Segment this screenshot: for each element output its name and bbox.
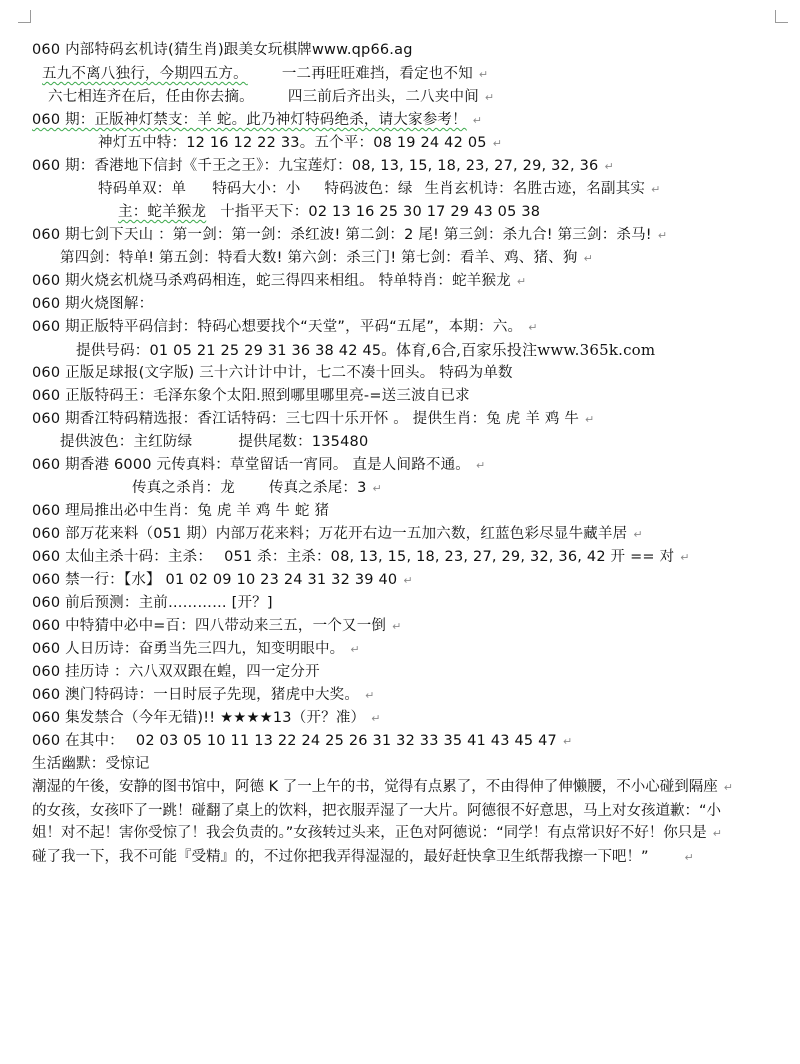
- paragraph-mark-icon: ↵: [723, 781, 733, 794]
- line-8: [118, 202, 540, 222]
- line-28: [32, 662, 320, 682]
- line-24: [32, 570, 413, 591]
- story-line: [32, 800, 744, 823]
- page-corner-marker-right: [775, 10, 788, 23]
- line-7: [98, 179, 661, 200]
- line-4: [32, 110, 482, 131]
- paragraph-mark-icon: ↵: [403, 574, 413, 587]
- paragraph-mark-icon: ↵: [350, 643, 360, 656]
- line-text: 060 澳门特码诗：一日时辰子先现，猪虎中大奖。: [32, 687, 360, 703]
- line-text: 060 挂历诗 ：六八双双跟在蝗，四一定分开: [32, 664, 320, 680]
- story-line: [32, 846, 744, 870]
- line-20: [132, 478, 382, 499]
- line-19: [32, 455, 485, 476]
- line-text: 060 人日历诗：奋勇当先三四九，知变明眼中。: [32, 641, 345, 657]
- line-text: 六七相连齐在后，任由你去摘。: [48, 89, 254, 105]
- line-30: [32, 708, 381, 729]
- paragraph-mark-icon: ↵: [492, 137, 503, 150]
- line-text: 060 期七剑下天山 ：第一剑：第一剑：杀红波! 第二剑：2 尾! 第三剑：杀九合! 第三剑：杀马!: [32, 227, 652, 243]
- paragraph-mark-icon: ↵: [684, 850, 694, 864]
- paragraph-mark-icon: ↵: [372, 482, 382, 495]
- paragraph-mark-icon: ↵: [476, 459, 486, 472]
- line-text: 提供波色：主红防绿: [60, 434, 193, 450]
- line-text: 060 禁一行：【水】 01 02 09 10 23 24 31 32 39 40: [32, 572, 398, 588]
- paragraph-mark-icon: ↵: [633, 528, 643, 541]
- line-15: [32, 363, 513, 383]
- story-line: [32, 776, 744, 800]
- line-text: 主：蛇羊猴龙: [118, 204, 207, 220]
- paragraph-mark-icon: ↵: [392, 620, 402, 633]
- line-22: [32, 524, 643, 545]
- line-text: 060 期：香港地下信封《千王之王》：九宝莲灯：08, 13, 15, 18, 23, 27, 29, 32, 36: [32, 158, 599, 174]
- line-text: 060 期火烧图解：: [32, 296, 154, 312]
- paragraph-mark-icon: ↵: [528, 321, 538, 334]
- line-text: 生活幽默：受惊记: [32, 756, 150, 772]
- line-text: 060 正版足球报(文字版) 三十六计计中计，七二不凑十回头。 特码为单数: [32, 365, 513, 381]
- paragraph-mark-icon: ↵: [680, 551, 690, 564]
- line-text: 一二再旺旺难挡，看定也不知: [281, 66, 473, 82]
- line-text: 060 正版特码王：毛泽东象个太阳.照到哪里哪里亮-=送三波自已求: [32, 388, 470, 404]
- line-text: 第四剑：特单! 第五剑：特看大数! 第六剑：杀三门! 第七剑：看羊、鸡、猪、狗: [60, 250, 578, 266]
- line-text: 四三前后齐出头，二八夹中间: [287, 89, 479, 105]
- line-5: [98, 133, 502, 154]
- story-paragraph: [32, 776, 744, 869]
- line-text: 传真之杀尾：3: [268, 480, 367, 496]
- line-17: [32, 409, 594, 430]
- line-text: 碰了我一下，我不可能『受精』的，不过你把我弄得湿湿的，最好赶快拿卫生纸帮我擦一下吧！”: [32, 848, 649, 865]
- line-2: [42, 64, 488, 85]
- line-text: 提供尾数：135480: [238, 434, 369, 450]
- line-text: 特码单双：单: [98, 181, 187, 197]
- line-text: 潮湿的午後，安静的图书馆中，阿德 K 了一上午的书，觉得有点累了，不由得伸了伸懒腰，不小心碰到隔座: [32, 779, 718, 795]
- line-31: [32, 731, 572, 752]
- line-13: [32, 317, 538, 338]
- line-text: 特码波色：绿: [324, 181, 413, 197]
- paragraph-mark-icon: ↵: [516, 275, 527, 288]
- line-text: 060 期香港 6000 元传真料：草堂留话一宵同。 直是人间路不通。: [32, 457, 471, 473]
- line-29: [32, 685, 375, 706]
- line-text: 060 期：正版神灯禁支：羊 蛇。此乃神灯特码绝杀，请大家参考！: [32, 112, 467, 128]
- paragraph-mark-icon: ↵: [657, 229, 668, 242]
- line-text: 神灯五中特：12 16 12 22 33。五个平：08 19 24 42 05: [98, 135, 487, 151]
- story-title: [32, 754, 150, 774]
- line-23: [32, 547, 690, 568]
- line-text: 十指平天下：02 13 16 25 30 17 29 43 05 38: [220, 204, 541, 220]
- line-text: 姐！对不起！害你受惊了！我会负责的。”女孩转过头来，正色对阿德说：“同学！有点常识好不好！你只是: [32, 825, 707, 841]
- line-18: [60, 432, 368, 452]
- line-text: 060 前后预测：主前………… [开？]: [32, 595, 273, 611]
- line-text: 060 集发禁合（今年无错)!! ★★★★13（开？准）: [32, 710, 366, 726]
- line-10: [60, 248, 593, 269]
- story-line: [32, 822, 744, 846]
- line-text: 生肖玄机诗：名胜古迹，名副其实: [424, 181, 646, 197]
- line-text: 060 中特猜中必中=百：四八带动来三五，一个又一倒: [32, 618, 387, 634]
- paragraph-mark-icon: ↵: [371, 712, 381, 725]
- line-text: 060 部万花来料（051 期）内部万花来料；万花开右边一五加六数，红蓝色彩尽显牛藏羊居: [32, 526, 628, 542]
- line-25: [32, 593, 273, 613]
- line-text: 060 太仙主杀十码：主杀：: [32, 549, 213, 565]
- line-3: [48, 87, 494, 108]
- ad-link-text: 体育,6合,百家乐投注www.365k.com: [396, 341, 656, 359]
- line-26: [32, 616, 402, 637]
- line-text: 060 在其中：: [32, 733, 124, 749]
- paragraph-mark-icon: ↵: [604, 160, 614, 173]
- line-11: [32, 271, 526, 292]
- line-text: 02 03 05 10 11 13 22 24 25 26 31 32 33 35 41 43 45 47: [135, 733, 557, 749]
- paragraph-mark-icon: ↵: [712, 827, 722, 840]
- line-6: [32, 156, 614, 177]
- line-text: 060 内部特码玄机诗(猜生肖)跟美女玩棋牌www.qp66.ag: [32, 42, 413, 58]
- line-9: [32, 225, 667, 246]
- paragraph-mark-icon: ↵: [562, 735, 573, 748]
- line-14: [76, 340, 655, 361]
- paragraph-mark-icon: ↵: [651, 183, 661, 196]
- line-text: 060 期香江特码精选报：香江话特码：三七四十乐开怀 。 提供生肖：兔 虎 羊 鸡 牛: [32, 411, 580, 427]
- line-text: 060 理局推出必中生肖：兔 虎 羊 鸡 牛 蛇 猪: [32, 503, 330, 519]
- line-text: 提供号码：01 05 21 25 29 31 36 38 42 45。: [76, 343, 396, 359]
- line-text: 特码大小：小: [212, 181, 301, 197]
- paragraph-mark-icon: ↵: [484, 91, 495, 104]
- line-16: [32, 386, 470, 406]
- line-text: 060 期正版特平码信封：特码心想要找个“天堂”，平码“五尾”，本期：六。: [32, 319, 523, 335]
- page-corner-marker-left: [18, 10, 31, 23]
- paragraph-mark-icon: ↵: [478, 68, 489, 81]
- paragraph-mark-icon: ↵: [585, 413, 595, 426]
- line-text: 五九不离八独行，今期四五方。: [42, 66, 248, 82]
- line-21: [32, 501, 329, 521]
- line-text: 的女孩，女孩吓了一跳！碰翻了桌上的饮料，把衣服弄湿了一大片。阿德很不好意思，马上对女孩道歉：“小: [32, 802, 722, 819]
- line-1: [32, 40, 413, 60]
- line-text: 051 杀：主杀：08, 13, 15, 18, 23, 27, 29, 32, 36, 42 开 == 对: [224, 549, 675, 565]
- line-27: [32, 639, 360, 660]
- line-text: 060 期火烧玄机烧马杀鸡码相连，蛇三得四来相组。 特单特肖：蛇羊猴龙: [32, 273, 511, 289]
- line-12: [32, 294, 153, 314]
- paragraph-mark-icon: ↵: [365, 689, 375, 702]
- paragraph-mark-icon: ↵: [472, 114, 483, 127]
- line-text: 传真之杀肖：龙: [132, 480, 235, 496]
- paragraph-mark-icon: ↵: [583, 252, 593, 265]
